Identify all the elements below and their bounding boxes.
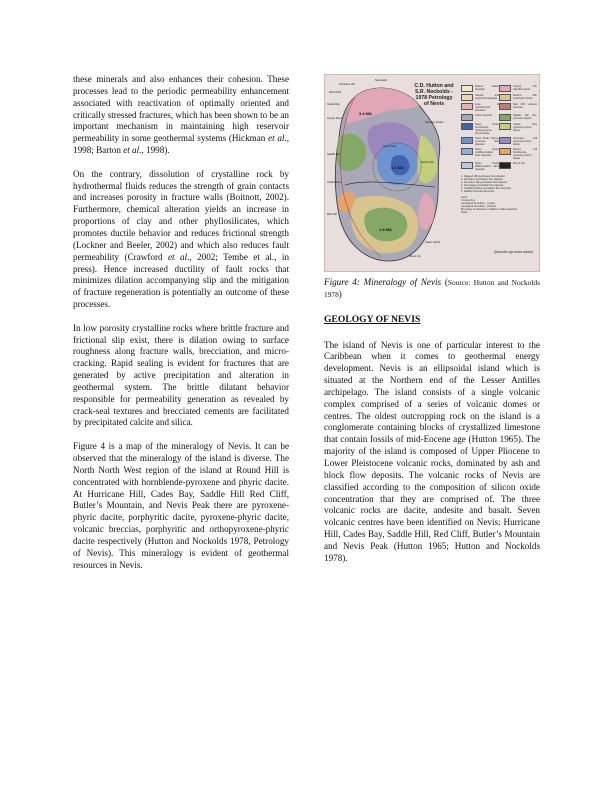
legend-item: Cades Bay pyroxene-phyric dacite	[499, 123, 537, 135]
legend-item: Red Cliff volcanic breccias	[499, 103, 537, 112]
place-label: Nevis Peak	[383, 145, 397, 148]
place-label: Camps River	[327, 117, 342, 120]
place-label: Butlers Mtn	[421, 161, 435, 164]
legend-item: Nevis Peak: olivine-pyroxene flow deposits	[461, 137, 499, 146]
map-legend	[461, 85, 537, 214]
place-label: Charlestown	[327, 181, 342, 184]
paragraph-dissolution: On the contrary, dissolution of crystalline rock by hydrothermal fluids reduces the strength of grain contacts and increases porosity in fracture walls (Boitnott, 2002). Furthermore, chemical alteration yields an increase in proportions of clay and other phyllosilicates, which promotes ductile behavior and reduces frictional strength (Lockner and Beeler, 2002) and which also reduces fault permeability (Crawford et al., 2002; Tembe et al., in press). Hence increased ductility of fault rocks that minimizes dilation accompanying slip and the mitigation of fracture regeneration is potentially an outcome of these processes.	[73, 168, 290, 310]
age-label: 1.1 MA	[391, 165, 404, 170]
legend-symbols: Fault Contour line Geological boundary - certain Geological boundary - inferred Boundary of extensive mudflow or lahar deposits Road	[461, 196, 517, 214]
legend-flow-list: 1. Ragged Hill pyroclastic flow deposit 2. Hurricane pyroclastic flow deposit 3. Hurricane Hill pyroclastic flow deposit 4. Hermitage pyroclastic flow deposit 5. Undifferentiated pyroclastic flow deposits 6. Saddle Mountain lava flow	[461, 175, 511, 193]
place-label: Red Cliff	[327, 213, 337, 216]
age-note: (Absolute age dates added)	[493, 250, 533, 255]
place-label: Newcastle	[375, 79, 387, 82]
paragraph-geology: The island of Nevis is one of particular interest to the Caribbean when it comes to geothermal energy development. Nevis is an ellipsoidal island which is situated at the Northern end of the Lesser Antilles archipelago. The island consists of a single volcanic complex comprised of a series of volcanic domes or centres. The oldest outcropping rock on the island is a conglomerate containing blocks of crystallized limestone that contain fossils of mid-Eocene age (Hutton 1965). The majority of the island is composed of Upper Pliocene to Lower Pleistocene volcanic rocks, dominated by ash and block flow deposits. The volcanic rocks of Nevis are classified according to the composition of silicon oxide concentration that they are comprised of. The three volcanic rocks are dacite, andesite and basalt. Seven volcanic centres have been identified on Nevis: Hurricane Hill, Cades Bay, Saddle Hill, Red Cliff, Butler’s Mountain and Nevis Peak (Hutton 1965; Hutton and Nockolds 1978).	[324, 339, 540, 563]
place-label: Mount Lily	[409, 255, 421, 258]
right-column	[324, 74, 540, 576]
left-column	[73, 74, 289, 583]
legend-item: Nevis Peak: hornblende-orthopyroxene-phyric dacite	[461, 123, 499, 135]
legend-item: Lahar deposits	[461, 114, 499, 121]
legend-item: Round Hill hornblende-pyroxene-phyric dacite	[499, 148, 537, 160]
legend-item: Hurricane Hill pyroxene-phyric dacite	[499, 137, 537, 146]
legend-item: Mount Lily	[499, 162, 537, 171]
place-label: Saddle Hill	[327, 153, 340, 156]
age-label: 1.8 MA	[379, 227, 392, 232]
legend-item: Saddle Hill two-pyroxene dacite	[499, 114, 537, 121]
legend-grid	[461, 85, 537, 173]
section-heading: GEOLOGY OF NEVIS	[324, 313, 421, 325]
place-label: Hamilton Estate	[425, 121, 444, 124]
paragraph-mechanism: these minerals and also enhances their cohesion. These processes lead to the periodic permeability enhancement associated with reactivation of optimally oriented and critically stressed fractures, which has been shown to be an important mechanism in maintaining high reservoir permeability in some geothermal systems (Hickman et al., 1998; Barton et al., 1998).	[73, 74, 290, 156]
legend-item: Butler's Mtn porphyritic dacite	[499, 94, 537, 101]
legend-item: Nevis Peak: undifferentiated flank deposits	[461, 148, 499, 160]
legend-item: Alluvial and superficial deposits	[461, 94, 499, 101]
figure-caption: Figure 4: Mineralogy of Nevis (Source: Hutton and Nockolds 1978)	[324, 277, 540, 299]
paragraph-figure-description: Figure 4 is a map of the mineralogy of Nevis. It can be observed that the mineralogy of the island is diverse. The North North West region of the island at Round Hill is concentrated with hornblende-pyroxene and phyric dacite. At Hurricane Hill, Cades Bay, Saddle Hill Red Cliff, Butler’s Mountain, and Nevis Peak there are pyroxene-phyric dacite, porphyritic dacite, pyroxene-phyric dacite, volcanic breccias, porphyritic and orthopyroxene-phyric dacite respectively (Hutton and Nockolds 1978, Petrology of Nevis). This mineralogy is evident of geothermal resources in Nevis.	[73, 441, 289, 570]
place-label: Indian Castle	[425, 241, 441, 244]
legend-item: Camps Hill, Hamilton lavas	[499, 85, 537, 92]
place-label: Cades Bay	[327, 103, 340, 106]
place-label: Hurricane Hill	[339, 83, 355, 86]
map-title: C.D. Hutton and S.R. Nockolds - 1978 Petrology of Nevis	[414, 83, 454, 107]
mineralogy-map-figure	[324, 74, 540, 272]
legend-item: Area of hydrothermal alteration	[461, 103, 499, 112]
legend-item: Nevis Peak: Differentiated flank deposits	[461, 162, 499, 171]
paragraph-low-porosity: In low porosity crystalline rocks where brittle fracture and frictional slip exist, there is dilation owing to surface roughness along fracture walls, brecciation, and micro-cracking. Rapid sealing is evident for fractures that are generated by active precipitation and alteration in geothermal system. The brittle dilatant behavior responsible for permeability generation as revealed by crack-seal textures and brecciated cements are facilitated by precipitated calcite and silica.	[73, 322, 289, 428]
place-label: Round Hill	[329, 91, 341, 94]
legend-item: Raised beach deposits	[461, 85, 499, 92]
age-label: 3.4 MA	[359, 111, 372, 116]
